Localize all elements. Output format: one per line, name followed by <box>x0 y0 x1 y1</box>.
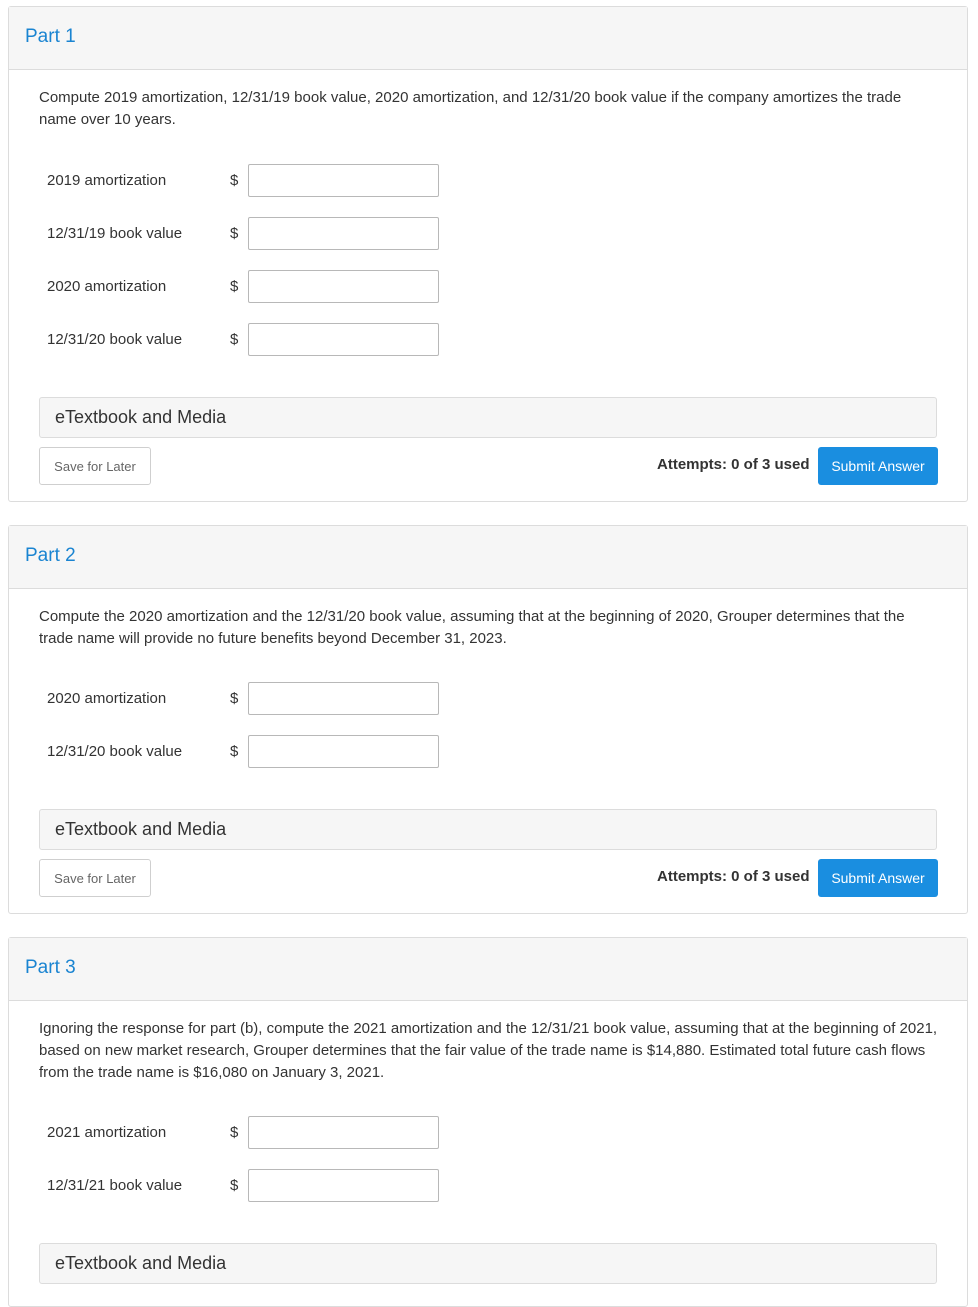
field-label: 12/31/20 book value <box>47 331 183 348</box>
dollar-sign: $ <box>230 1124 239 1141</box>
amount-input-2020-amortization[interactable] <box>248 270 439 303</box>
amount-input-2019-amortization[interactable] <box>248 164 439 197</box>
etextbook-media-label: eTextbook and Media <box>55 1253 227 1273</box>
field-label: 12/31/20 book value <box>47 743 183 760</box>
attempts-counter: Attempts: 0 of 3 used <box>657 868 810 885</box>
dollar-sign: $ <box>230 743 239 760</box>
amount-input-12-31-20-book-value[interactable] <box>248 323 439 356</box>
part-3-panel <box>8 937 968 1307</box>
etextbook-media-bar[interactable] <box>39 809 937 850</box>
field-label: 2020 amortization <box>47 690 167 707</box>
part-1-header <box>9 7 967 70</box>
dollar-sign: $ <box>230 1177 239 1194</box>
part-3-header <box>9 938 967 1001</box>
dollar-sign: $ <box>230 331 239 348</box>
field-label: 12/31/19 book value <box>47 225 183 242</box>
part-2-field-2020-amortization <box>47 682 467 716</box>
part-2-title: Part 2 <box>25 545 76 566</box>
field-label: 2019 amortization <box>47 172 167 189</box>
amount-input-2020-amortization[interactable] <box>248 682 439 715</box>
part-2-panel <box>8 525 968 914</box>
part-3-question: Ignoring the response for part (b), compute the 2021 amortization and the 12/31/21 book value, assuming that at the beginning of 2021, based on new market research, Grouper determines that the fair value of the trade name is $14,880. Estimated total future cash flows from the trade name is $16,080 on January 3, 2021. <box>39 1020 938 1081</box>
part-1-title: Part 1 <box>25 26 76 47</box>
amount-input-2021-amortization[interactable] <box>248 1116 439 1149</box>
etextbook-media-label: eTextbook and Media <box>55 819 227 839</box>
field-label: 2021 amortization <box>47 1124 167 1141</box>
dollar-sign: $ <box>230 172 239 189</box>
attempts-counter: Attempts: 0 of 3 used <box>657 456 810 473</box>
part-1-field-2020-amortization <box>47 270 467 304</box>
amount-input-12-31-20-book-value[interactable] <box>248 735 439 768</box>
part-1-field-12-31-19-book-value <box>47 217 467 251</box>
part-2-header <box>9 526 967 589</box>
part-2-field-12-31-20-book-value <box>47 735 467 769</box>
part-3-title: Part 3 <box>25 957 76 978</box>
amount-input-12-31-19-book-value[interactable] <box>248 217 439 250</box>
part-1-field-12-31-20-book-value <box>47 323 467 357</box>
submit-answer-button[interactable]: Submit Answer <box>818 447 938 485</box>
etextbook-media-bar[interactable] <box>39 397 937 438</box>
part-3-field-12-31-21-book-value <box>47 1169 467 1203</box>
submit-answer-button[interactable]: Submit Answer <box>818 859 938 897</box>
etextbook-media-bar[interactable] <box>39 1243 937 1284</box>
field-label: 2020 amortization <box>47 278 167 295</box>
part-1-field-2019-amortization <box>47 164 467 198</box>
dollar-sign: $ <box>230 278 239 295</box>
part-3-field-2021-amortization <box>47 1116 467 1150</box>
part-2-question: Compute the 2020 amortization and the 12/31/20 book value, assuming that at the beginning of 2020, Grouper determines that the trade name will provide no future benefits beyond December 31, 2023. <box>39 608 905 647</box>
dollar-sign: $ <box>230 690 239 707</box>
save-for-later-button[interactable]: Save for Later <box>39 859 151 897</box>
part-1-panel <box>8 6 968 502</box>
etextbook-media-label: eTextbook and Media <box>55 407 227 427</box>
amount-input-12-31-21-book-value[interactable] <box>248 1169 439 1202</box>
dollar-sign: $ <box>230 225 239 242</box>
part-1-question: Compute 2019 amortization, 12/31/19 book value, 2020 amortization, and 12/31/20 book value if the company amortizes the trade name over 10 years. <box>39 89 902 128</box>
field-label: 12/31/21 book value <box>47 1177 183 1194</box>
save-for-later-button[interactable]: Save for Later <box>39 447 151 485</box>
